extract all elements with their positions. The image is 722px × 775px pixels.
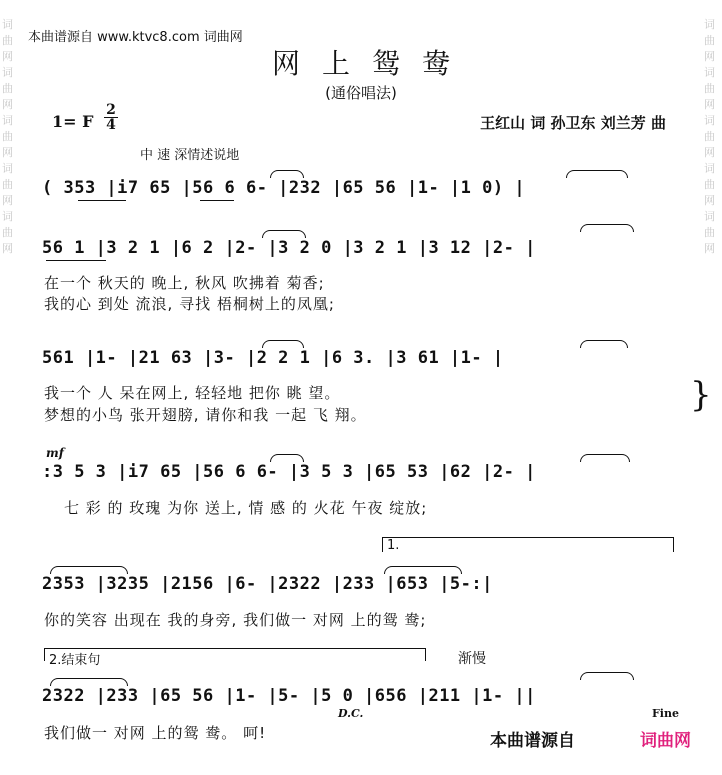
watermark-site: 词曲网 xyxy=(636,726,695,751)
system-3-lyric-2: 梦想的小鸟 张开翅膀, 请你和我 一起 飞 翔。 xyxy=(44,406,367,424)
system-6-lyric-1: 我们做一 对网 上的鸳 鸯。 呵! xyxy=(44,724,267,742)
credits: 王红山 词 孙卫东 刘兰芳 曲 xyxy=(480,114,666,132)
system-5-lyric-1: 你的笑容 出现在 我的身旁, 我们做一 对网 上的鸳 鸯; xyxy=(44,611,427,629)
tie xyxy=(580,224,634,232)
system-4-notes: :3 5 3 |i7 65 |56 6 6- |3 5 3 |65 53 |62 |2- | xyxy=(42,462,536,482)
system-2-lyric-2: 我的心 到处 流浪, 寻找 梧桐树上的凤凰; xyxy=(44,295,335,313)
tie xyxy=(580,454,630,462)
volta-1-label: 1. xyxy=(387,538,400,553)
volta-2-bracket xyxy=(44,648,426,668)
system-5-notes: 2353 |3235 |2156 |6- |2322 |233 |653 |5-:| xyxy=(42,574,493,594)
tie xyxy=(580,340,628,348)
tie xyxy=(566,170,628,178)
ritardando-marking: 渐慢 xyxy=(458,651,486,667)
da-capo-marking: D.C. xyxy=(338,707,364,720)
volta-1-bracket xyxy=(382,537,674,552)
system-1-notes: ( 353 |i7 65 |56 6 6- |232 |65 56 |1- |1 0) | xyxy=(42,178,526,198)
time-signature xyxy=(104,103,118,132)
right-side-watermark: 词 曲 网 词 曲 网 词 曲 网 词 曲 网 词 曲 网 xyxy=(704,18,715,255)
tempo-marking: 中 速 深情述说地 xyxy=(140,148,240,163)
song-title: 网上鸳鸯 xyxy=(271,47,472,80)
fine-marking: Fine xyxy=(652,707,679,720)
time-signature-top: 2 xyxy=(106,102,116,118)
system-3-notes: 561 |1- |21 63 |3- |2 2 1 |6 3. |3 61 |1- | xyxy=(42,348,504,368)
system-6-notes: 2322 |233 |65 56 |1- |5- |5 0 |656 |211 |1- || xyxy=(42,686,536,706)
left-side-watermark: 词 曲 网 词 曲 网 词 曲 网 词 曲 网 词 曲 网 xyxy=(2,18,13,255)
system-4-lyric-1: 七 彩 的 玫瑰 为你 送上, 情 感 的 火花 午夜 绽放; xyxy=(64,499,428,517)
tie xyxy=(50,566,128,574)
watermark-source: 本曲谱源自 xyxy=(486,726,579,751)
verse-brace: } xyxy=(690,375,712,415)
tie xyxy=(270,454,304,462)
tie xyxy=(384,566,462,574)
beam xyxy=(200,200,234,201)
volta-2-label: 2.结束句 xyxy=(49,653,101,668)
key-signature: 1= F xyxy=(52,112,94,131)
tie xyxy=(580,672,634,680)
time-signature-bottom: 4 xyxy=(106,117,116,133)
tie xyxy=(50,678,128,686)
tie xyxy=(270,170,304,178)
system-3-lyric-1: 我一个 人 呆在网上, 轻轻地 把你 眺 望。 xyxy=(44,384,341,402)
dynamic-marking: mf xyxy=(46,446,64,460)
source-line: 本曲谱源自 www.ktvc8.com 词曲网 xyxy=(28,30,243,45)
song-subtitle: (通俗唱法) xyxy=(325,84,397,102)
system-2-notes: 56 1 |3 2 1 |6 2 |2- |3 2 0 |3 2 1 |3 12 |2- | xyxy=(42,238,536,258)
system-2-lyric-1: 在一个 秋天的 晚上, 秋风 吹拂着 菊香; xyxy=(44,274,325,292)
beam xyxy=(78,200,126,201)
beam xyxy=(46,260,106,261)
tie xyxy=(262,340,304,348)
tie xyxy=(262,230,306,238)
